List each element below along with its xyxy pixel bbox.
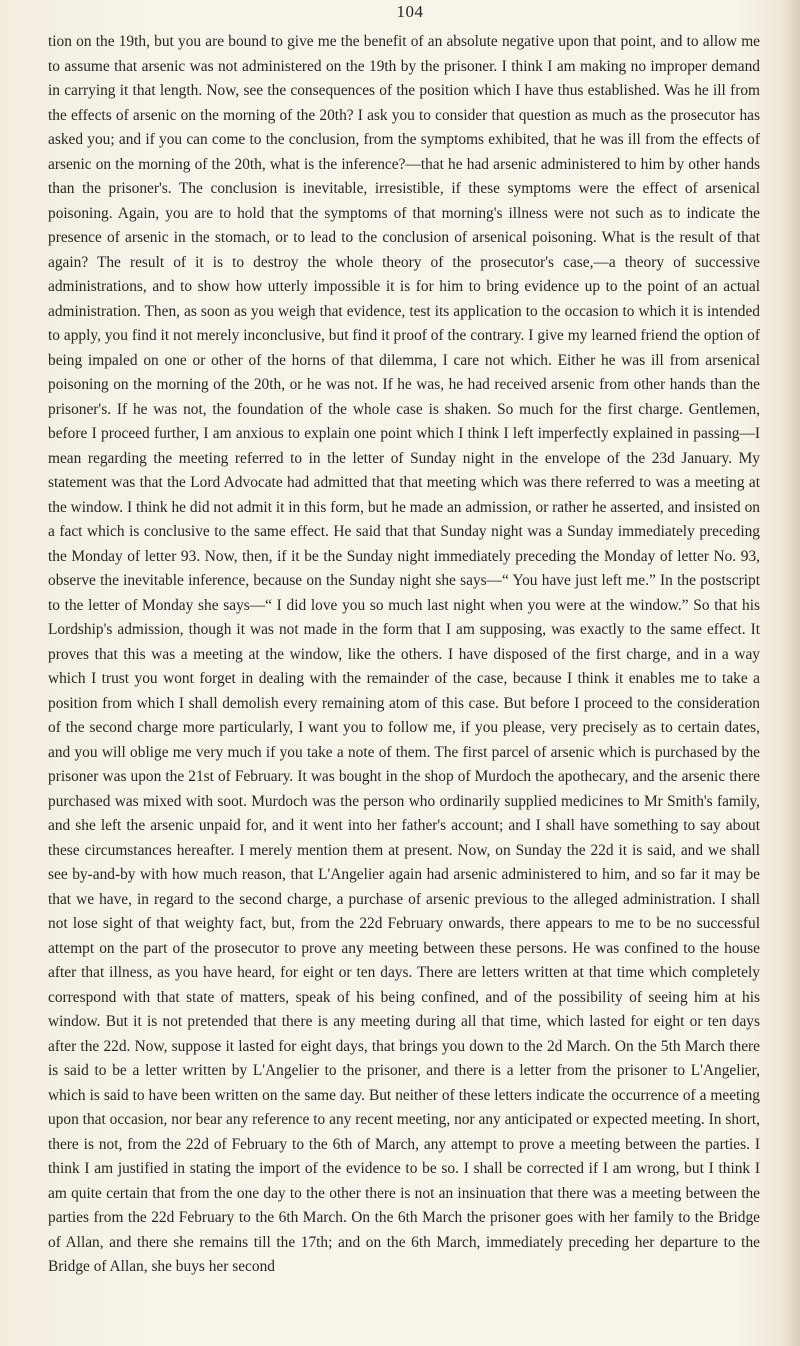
page-edge-shadow [782, 0, 800, 1346]
page-number: 104 [396, 2, 424, 21]
body-text: tion on the 19th, but you are bound to give me the benefit of an absolute negative upon that point, and to allow me to assume that arsenic was not administered on the 19th by the prisoner. I think I am making no improper demand in carrying it that length. Now, see the consequences of the position which I have thus established. Was he ill from the effects of arsenic on the morning of the 20th? I ask you to consider that question as much as the prosecutor has asked you; and if you can come to the conclusion, from the symptoms exhibited, that he was ill from the effects of arsenic on the morning of the 20th, what is the inference?—that he had arsenic administered to him by other hands than the prisoner's. The conclusion is inevitable, irresistible, if these symptoms were the effect of arsenical poisoning. Again, you are to hold that the symptoms of that morning's illness were not such as to indicate the presence of arsenic in the stomach, or to lead to the conclusion of arsenical poisoning. What is the result of that again? The result of it is to destroy the whole theory of the prosecutor's case,—a theory of successive administrations, and to show how utterly impossible it is for him to bring evidence up to the point of an actual administration. Then, as soon as you weigh that evidence, test its application to the occasion to which it is intended to apply, you find it not merely inconclusive, but find it proof of the contrary. I give my learned friend the option of being impaled on one or other of the horns of that dilemma, I care not which. Either he was ill from arsenical poisoning on the morning of the 20th, or he was not. If he was, he had received arsenic from other hands than the prisoner's. If he was not, the foundation of the whole case is shaken. So much for the first charge. Gentlemen, before I proceed further, I am anxious to explain one point which I think I left imperfectly explained in passing—I mean regarding the meeting referred to in the letter of Sunday night in the envelope of the 23d January. My statement was that the Lord Advocate had admitted that that meeting which was there referred to was a meeting at the window. I think he did not admit it in this form, but he made an admission, or rather he asserted, and insisted on a fact which is conclusive to the same effect. He said that that Sunday night was a Sunday immediately preceding the Monday of letter 93. Now, then, if it be the Sunday night immediately preceding the Monday of letter No. 93, observe the inevitable inference, because on the Sunday night she says—“ You have just left me.” In the postscript to the letter of Monday she says—“ I did love you so much last night when you were at the window.” So that his Lordship's admission, though it was not made in the form that I am supposing, was exactly to the same effect. It proves that this was a meeting at the window, like the others. I have disposed of the first charge, and in a way which I trust you wont forget in dealing with the remainder of the case, because I think it enables me to take a position from which I shall demolish every remaining atom of this case. But before I proceed to the consideration of the second charge more particularly, I want you to follow me, if you please, very precisely as to certain dates, and you will oblige me very much if you take a note of them. The first parcel of arsenic which is purchased by the prisoner was upon the 21st of February. It was bought in the shop of Murdoch the apothecary, and the arsenic there purchased was mixed with soot. Murdoch was the person who ordinarily supplied medicines to Mr Smith's family, and she left the arsenic unpaid for, and it went into her father's account; and I shall have something to say about these circumstances hereafter. I merely mention them at present. Now, on Sunday the 22d it is said, and we shall see by-and-by with how much reason, that L'Angelier again had arsenic administered to him, and so far it may be that we have, in regard to the second charge, a purchase of arsenic previous to the alleged administration. I shall not lose sight of that weighty fact, but, from the 22d February onwards, there appears to me to be no successful attempt on the part of the prosecutor to prove any meeting between these persons. He was confined to the house after that illness, as you have heard, for eight or ten days. There are letters written at that time which completely correspond with that state of matters, speak of his being confined, and of the possibility of seeing him at his window. But it is not pretended that there is any meeting during all that time, which lasted for eight or ten days after the 22d. Now, suppose it lasted for eight days, that brings you down to the 2d March. On the 5th March there is said to be a letter written by L'Angelier to the prisoner, and there is a letter from the prisoner to L'Angelier, which is said to have been written on the same day. But neither of these letters indicate the occurrence of a meeting upon that occasion, nor bear any reference to any recent meeting, nor any anticipated or expected meeting. In short, there is not, from the 22d of February to the 6th of March, any attempt to prove a meeting between the parties. I think I am justified in stating the import of the evidence to be so. I shall be corrected if I am wrong, but I think I am quite certain that from the one day to the other there is not an insinuation that there was a meeting between the parties from the 22d February to the 6th March. On the 6th March the prisoner goes with her family to the Bridge of Allan, and there she remains till the 17th; and on the 6th March, immediately preceding her departure to the Bridge of Allan, she buys her second [48, 33, 760, 1275]
